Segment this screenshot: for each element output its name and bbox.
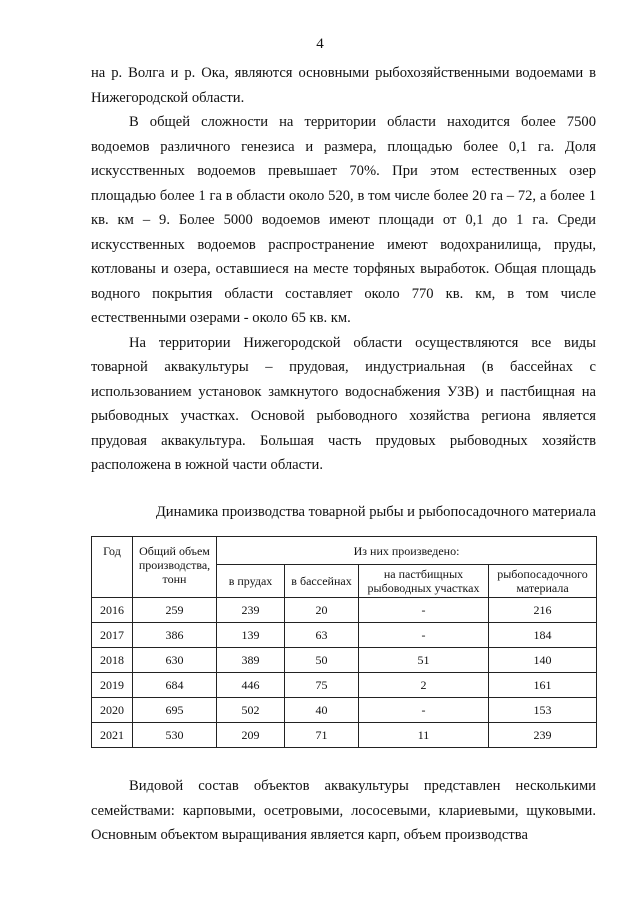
cell-pools: 63: [285, 623, 359, 648]
header-pools: в бассейнах: [285, 565, 359, 598]
cell-fry: 184: [489, 623, 597, 648]
cell-fry: 161: [489, 673, 597, 698]
table-row: [92, 723, 597, 748]
table-row: [92, 598, 597, 623]
cell-ponds: 209: [217, 723, 285, 748]
cell-ponds: 502: [217, 698, 285, 723]
cell-ponds: 389: [217, 648, 285, 673]
cell-pasture: 2: [359, 673, 489, 698]
production-table: [91, 536, 597, 748]
cell-total: 530: [133, 723, 217, 748]
paragraph-aquaculture-types: На территории Нижегородской области осуществляются все виды товарной аквакультуры – прудовая, индустриальная (в бассейнах с использованием установок замкнутого водоснабжения УЗВ) и пастбищная на рыбоводных участках. Основой рыбоводного хозяйства региона является прудовая аквакультура. Большая часть прудовых рыбоводных хозяйств расположена в южной части области.: [91, 334, 596, 473]
cell-pools: 71: [285, 723, 359, 748]
cell-fry: 140: [489, 648, 597, 673]
cell-pools: 40: [285, 698, 359, 723]
cell-year: 2020: [92, 698, 133, 723]
cell-pasture: 51: [359, 648, 489, 673]
table-row: [92, 648, 597, 673]
table-row: [92, 698, 597, 723]
cell-fry: 239: [489, 723, 597, 748]
cell-year: 2017: [92, 623, 133, 648]
paragraph-species: Видовой состав объектов аквакультуры представлен несколькими семействами: карповыми, осетровыми, лососевыми, клариевыми, щуковыми. Основным объектом выращивания является карп, объем производства: [91, 778, 596, 843]
cell-year: 2016: [92, 598, 133, 623]
header-ponds: в прудах: [217, 565, 285, 598]
cell-year: 2021: [92, 723, 133, 748]
header-fry: рыбопосадочного материала: [489, 565, 597, 598]
header-group: Из них произведено:: [217, 537, 597, 565]
cell-pasture: -: [359, 623, 489, 648]
header-total: Общий объем производства, тонн: [133, 537, 217, 598]
cell-total: 259: [133, 598, 217, 623]
cell-year: 2018: [92, 648, 133, 673]
top-text-block: [91, 61, 596, 478]
cell-pools: 50: [285, 648, 359, 673]
cell-total: 695: [133, 698, 217, 723]
cell-ponds: 239: [217, 598, 285, 623]
table-row: [92, 673, 597, 698]
table-caption: Динамика производства товарной рыбы и рыбопосадочного материала: [155, 504, 596, 520]
page-number: 4: [316, 36, 324, 52]
cell-ponds: 139: [217, 623, 285, 648]
cell-pools: 75: [285, 673, 359, 698]
header-pasture: на пастбищных рыбоводных участках: [359, 565, 489, 598]
table-row: [92, 623, 597, 648]
cell-year: 2019: [92, 673, 133, 698]
cell-fry: 153: [489, 698, 597, 723]
cell-fry: 216: [489, 598, 597, 623]
bottom-text-block: [91, 774, 596, 848]
cell-total: 684: [133, 673, 217, 698]
cell-pools: 20: [285, 598, 359, 623]
cell-pasture: 11: [359, 723, 489, 748]
cell-total: 630: [133, 648, 217, 673]
cell-total: 386: [133, 623, 217, 648]
header-year: Год: [92, 537, 133, 598]
cell-pasture: -: [359, 598, 489, 623]
paragraph-water-bodies: В общей сложности на территории области находится более 7500 водоемов различного генезиса и размера, площадью более 0,1 га. Доля искусственных водоемов превышает 70%. При этом естественных озер площадью более 1 га в области около 520, в том числе более 20 га – 72, а более 1 кв. км – 9. Более 5000 водоемов имеют площади от 0,1 до 1 га. Среди искусственных водоемов распространение имеют водохранилища, пруды, котлованы и озера, оставшиеся на месте торфяных выработок. Общая площадь водного покрытия области составляет около 770 кв. км, в том числе естественными озерами - около 65 кв. км.: [91, 114, 596, 326]
cell-pasture: -: [359, 698, 489, 723]
paragraph-continuation: на р. Волга и р. Ока, являются основными рыбохозяйственными водоемами в Нижегородской области.: [91, 65, 596, 106]
cell-ponds: 446: [217, 673, 285, 698]
